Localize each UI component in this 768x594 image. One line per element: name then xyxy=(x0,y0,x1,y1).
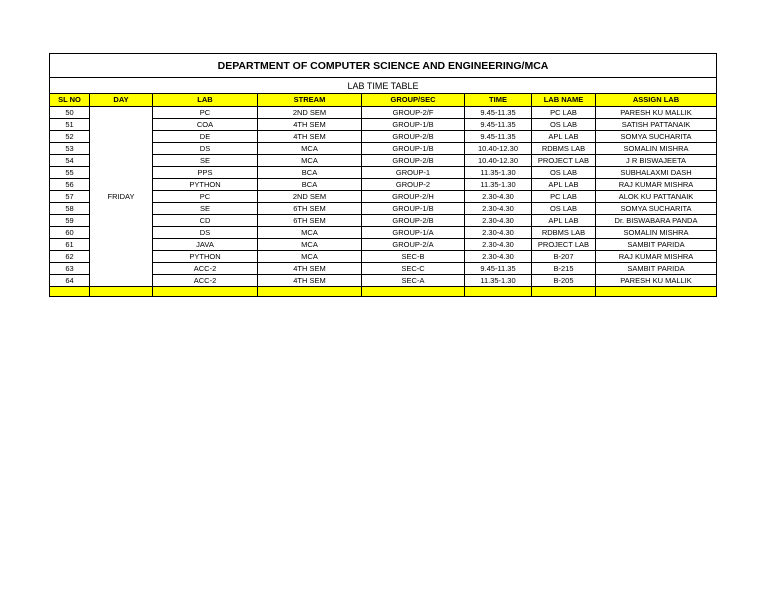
footer-row xyxy=(50,287,717,297)
footer-cell xyxy=(362,287,465,297)
assign-lab-cell: PARESH KU MALLIK xyxy=(596,275,717,287)
time-cell: 10.40-12.30 xyxy=(465,143,532,155)
sl-no-cell: 54 xyxy=(50,155,90,167)
day-cell: FRIDAY xyxy=(90,107,153,287)
lab-cell: COA xyxy=(153,119,258,131)
assign-lab-cell: J R BISWAJEETA xyxy=(596,155,717,167)
stream-cell: 4TH SEM xyxy=(258,131,362,143)
table-row xyxy=(50,107,717,119)
time-cell: 11.35-1.30 xyxy=(465,167,532,179)
stream-cell: 4TH SEM xyxy=(258,263,362,275)
group-sec-cell: SEC-B xyxy=(362,251,465,263)
header-row xyxy=(50,94,717,107)
lab-cell: DS xyxy=(153,227,258,239)
sl-no-cell: 58 xyxy=(50,203,90,215)
time-cell: 11.35-1.30 xyxy=(465,275,532,287)
footer-cell xyxy=(258,287,362,297)
sl-no-cell: 56 xyxy=(50,179,90,191)
lab-name-cell: OS LAB xyxy=(532,167,596,179)
stream-cell: BCA xyxy=(258,167,362,179)
time-cell: 9.45-11.35 xyxy=(465,107,532,119)
stream-cell: MCA xyxy=(258,251,362,263)
header-sl-no: SL NO xyxy=(50,94,90,107)
time-cell: 2.30-4.30 xyxy=(465,215,532,227)
time-cell: 2.30-4.30 xyxy=(465,239,532,251)
assign-lab-cell: SUBHALAXMI DASH xyxy=(596,167,717,179)
group-sec-cell: GROUP-2/F xyxy=(362,107,465,119)
lab-name-cell: RDBMS LAB xyxy=(532,143,596,155)
lab-name-cell: OS LAB xyxy=(532,203,596,215)
header-lab-name: LAB NAME xyxy=(532,94,596,107)
assign-lab-cell: SOMYA SUCHARITA xyxy=(596,203,717,215)
timetable-table xyxy=(49,53,717,297)
assign-lab-cell: SOMALIN MISHRA xyxy=(596,143,717,155)
lab-name-cell: B-205 xyxy=(532,275,596,287)
stream-cell: BCA xyxy=(258,179,362,191)
footer-cell xyxy=(50,287,90,297)
sl-no-cell: 62 xyxy=(50,251,90,263)
footer-cell xyxy=(532,287,596,297)
sl-no-cell: 64 xyxy=(50,275,90,287)
footer-cell xyxy=(153,287,258,297)
assign-lab-cell: ALOK KU PATTANAIK xyxy=(596,191,717,203)
time-cell: 2.30-4.30 xyxy=(465,227,532,239)
lab-cell: PYTHON xyxy=(153,251,258,263)
lab-name-cell: PC LAB xyxy=(532,191,596,203)
sl-no-cell: 52 xyxy=(50,131,90,143)
stream-cell: 4TH SEM xyxy=(258,275,362,287)
group-sec-cell: GROUP-2/B xyxy=(362,131,465,143)
lab-cell: ACC-2 xyxy=(153,263,258,275)
assign-lab-cell: SOMYA SUCHARITA xyxy=(596,131,717,143)
group-sec-cell: GROUP-1/B xyxy=(362,203,465,215)
sl-no-cell: 59 xyxy=(50,215,90,227)
timetable-subtitle: LAB TIME TABLE xyxy=(50,78,717,94)
group-sec-cell: GROUP-2/B xyxy=(362,215,465,227)
sl-no-cell: 61 xyxy=(50,239,90,251)
lab-name-cell: PROJECT LAB xyxy=(532,239,596,251)
lab-name-cell: APL LAB xyxy=(532,131,596,143)
time-cell: 2.30-4.30 xyxy=(465,203,532,215)
time-cell: 2.30-4.30 xyxy=(465,251,532,263)
assign-lab-cell: RAJ KUMAR MISHRA xyxy=(596,251,717,263)
sl-no-cell: 53 xyxy=(50,143,90,155)
header-assign-lab: ASSIGN LAB xyxy=(596,94,717,107)
title-row xyxy=(50,54,717,78)
assign-lab-cell: SAMBIT PARIDA xyxy=(596,263,717,275)
time-cell: 2.30-4.30 xyxy=(465,191,532,203)
time-cell: 10.40-12.30 xyxy=(465,155,532,167)
time-cell: 9.45-11.35 xyxy=(465,119,532,131)
lab-cell: ACC-2 xyxy=(153,275,258,287)
lab-cell: PPS xyxy=(153,167,258,179)
assign-lab-cell: SATISH PATTANAIK xyxy=(596,119,717,131)
assign-lab-cell: PARESH KU MALLIK xyxy=(596,107,717,119)
footer-cell xyxy=(90,287,153,297)
department-title: DEPARTMENT OF COMPUTER SCIENCE AND ENGINEERING/MCA xyxy=(50,54,717,78)
group-sec-cell: GROUP-1/B xyxy=(362,119,465,131)
lab-cell: PC xyxy=(153,191,258,203)
footer-cell xyxy=(465,287,532,297)
group-sec-cell: GROUP-2/B xyxy=(362,155,465,167)
stream-cell: 2ND SEM xyxy=(258,107,362,119)
lab-name-cell: APL LAB xyxy=(532,215,596,227)
lab-cell: SE xyxy=(153,203,258,215)
lab-cell: DS xyxy=(153,143,258,155)
group-sec-cell: GROUP-1 xyxy=(362,167,465,179)
stream-cell: MCA xyxy=(258,239,362,251)
lab-cell: JAVA xyxy=(153,239,258,251)
group-sec-cell: GROUP-2 xyxy=(362,179,465,191)
time-cell: 9.45-11.35 xyxy=(465,131,532,143)
lab-cell: DE xyxy=(153,131,258,143)
header-lab: LAB xyxy=(153,94,258,107)
lab-cell: SE xyxy=(153,155,258,167)
sl-no-cell: 63 xyxy=(50,263,90,275)
header-time: TIME xyxy=(465,94,532,107)
assign-lab-cell: RAJ KUMAR MISHRA xyxy=(596,179,717,191)
time-cell: 9.45-11.35 xyxy=(465,263,532,275)
sl-no-cell: 60 xyxy=(50,227,90,239)
group-sec-cell: GROUP-2/H xyxy=(362,191,465,203)
sl-no-cell: 55 xyxy=(50,167,90,179)
lab-cell: PYTHON xyxy=(153,179,258,191)
stream-cell: 6TH SEM xyxy=(258,203,362,215)
sl-no-cell: 57 xyxy=(50,191,90,203)
assign-lab-cell: SAMBIT PARIDA xyxy=(596,239,717,251)
group-sec-cell: SEC-C xyxy=(362,263,465,275)
stream-cell: 6TH SEM xyxy=(258,215,362,227)
time-cell: 11.35-1.30 xyxy=(465,179,532,191)
assign-lab-cell: SOMALIN MISHRA xyxy=(596,227,717,239)
sl-no-cell: 50 xyxy=(50,107,90,119)
lab-name-cell: RDBMS LAB xyxy=(532,227,596,239)
lab-name-cell: B-215 xyxy=(532,263,596,275)
header-day: DAY xyxy=(90,94,153,107)
lab-name-cell: PC LAB xyxy=(532,107,596,119)
group-sec-cell: SEC-A xyxy=(362,275,465,287)
footer-cell xyxy=(596,287,717,297)
lab-name-cell: OS LAB xyxy=(532,119,596,131)
stream-cell: MCA xyxy=(258,227,362,239)
subtitle-row xyxy=(50,78,717,94)
stream-cell: MCA xyxy=(258,155,362,167)
lab-cell: PC xyxy=(153,107,258,119)
header-stream: STREAM xyxy=(258,94,362,107)
lab-name-cell: PROJECT LAB xyxy=(532,155,596,167)
group-sec-cell: GROUP-2/A xyxy=(362,239,465,251)
header-group-sec: GROUP/SEC xyxy=(362,94,465,107)
group-sec-cell: GROUP-1/B xyxy=(362,143,465,155)
group-sec-cell: GROUP-1/A xyxy=(362,227,465,239)
stream-cell: 2ND SEM xyxy=(258,191,362,203)
assign-lab-cell: Dr. BISWABARA PANDA xyxy=(596,215,717,227)
lab-cell: CD xyxy=(153,215,258,227)
lab-name-cell: APL LAB xyxy=(532,179,596,191)
stream-cell: 4TH SEM xyxy=(258,119,362,131)
stream-cell: MCA xyxy=(258,143,362,155)
lab-name-cell: B-207 xyxy=(532,251,596,263)
sl-no-cell: 51 xyxy=(50,119,90,131)
